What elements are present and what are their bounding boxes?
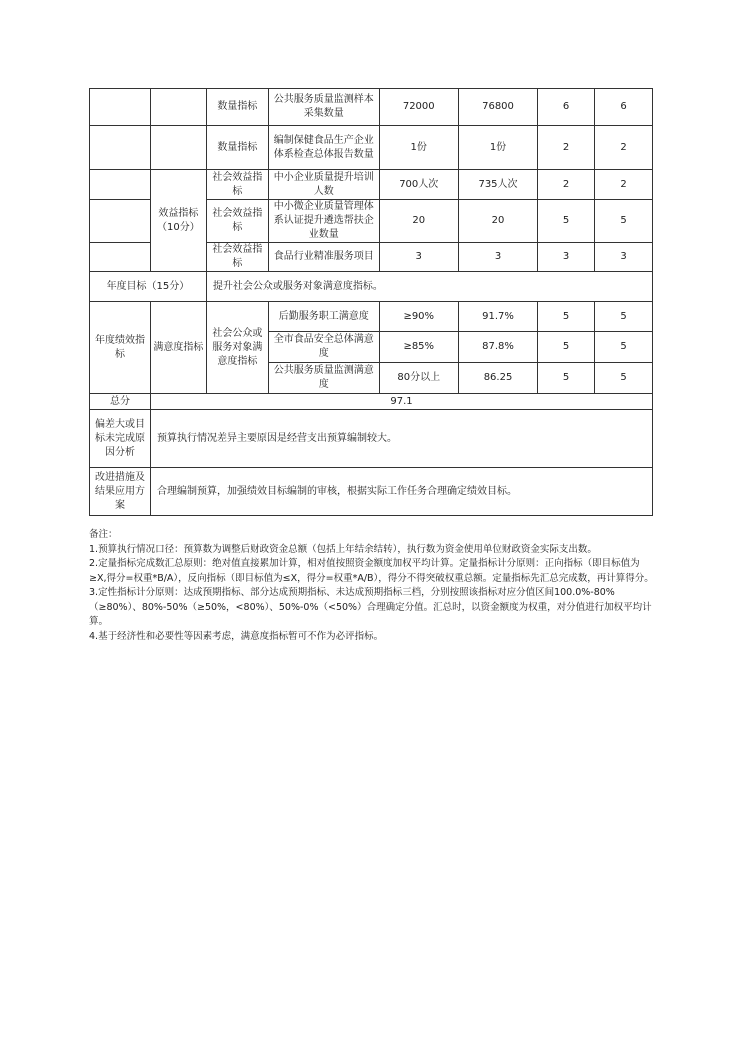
second-level-indicator: 数量指标 (206, 126, 268, 170)
target-value: ≥90% (379, 302, 458, 332)
actual-value: 735人次 (458, 170, 537, 200)
target-value: 700人次 (379, 170, 458, 200)
target-value: 3 (379, 243, 458, 272)
weight-value: 5 (538, 200, 595, 243)
second-level-indicator: 社会公众或服务对象满意度指标 (206, 302, 268, 394)
note-item: 1.预算执行情况口径：预算数为调整后财政资金总额（包括上年结余结转），执行数为资金使用单位财政资金实际支出数。 (89, 543, 597, 555)
target-value: 1份 (379, 126, 458, 170)
deviation-text: 预算执行情况差异主要原因是经营支出预算编制较大。 (150, 410, 652, 468)
weight-value: 5 (538, 332, 595, 363)
score-value: 5 (595, 332, 653, 363)
actual-value: 86.25 (458, 363, 537, 394)
annual-indicator-category: 年度绩效指标 (90, 302, 151, 394)
first-level-cell (150, 89, 206, 126)
total-row (90, 394, 653, 410)
total-label: 总分 (90, 394, 151, 410)
score-value: 3 (595, 243, 653, 272)
second-level-indicator: 社会效益指标 (206, 200, 268, 243)
score-value: 5 (595, 200, 653, 243)
third-level-indicator: 食品行业精准服务项目 (268, 243, 379, 272)
deviation-row (90, 410, 653, 468)
third-level-indicator: 公共服务质量监测样本采集数量 (268, 89, 379, 126)
first-level-indicator: 效益指标（10分） (150, 170, 206, 272)
third-level-indicator: 编制保健食品生产企业体系检查总体报告数量 (268, 126, 379, 170)
third-level-indicator: 中小企业质量提升培训人数 (268, 170, 379, 200)
third-level-indicator: 公共服务质量监测满意度 (268, 363, 379, 394)
actual-value: 76800 (458, 89, 537, 126)
target-value: ≥85% (379, 332, 458, 363)
category-cell (90, 89, 151, 126)
table-row (90, 302, 653, 332)
annual-goal-label: 年度目标（15分） (90, 272, 207, 302)
improvement-text: 合理编制预算，加强绩效目标编制的审核，根据实际工作任务合理确定绩效目标。 (150, 468, 652, 516)
category-cell (90, 243, 151, 272)
weight-value: 5 (538, 363, 595, 394)
notes-section (89, 528, 655, 644)
actual-value: 87.8% (458, 332, 537, 363)
weight-value: 5 (538, 302, 595, 332)
category-cell (90, 170, 151, 200)
target-value: 80分以上 (379, 363, 458, 394)
performance-table (89, 88, 653, 516)
second-level-indicator: 数量指标 (206, 89, 268, 126)
third-level-indicator: 中小微企业质量管理体系认证提升遴选帮扶企业数量 (268, 200, 379, 243)
weight-value: 2 (538, 170, 595, 200)
actual-value: 91.7% (458, 302, 537, 332)
improvement-label: 改进措施及结果应用方案 (90, 468, 151, 516)
second-level-indicator: 社会效益指标 (206, 243, 268, 272)
actual-value: 20 (458, 200, 537, 243)
score-value: 6 (595, 89, 653, 126)
table-row (90, 89, 653, 126)
improvement-row (90, 468, 653, 516)
score-value: 5 (595, 302, 653, 332)
score-value: 2 (595, 170, 653, 200)
actual-value: 3 (458, 243, 537, 272)
annual-goal-row (90, 272, 653, 302)
category-cell (90, 200, 151, 243)
table-row (90, 126, 653, 170)
score-value: 5 (595, 363, 653, 394)
score-value: 2 (595, 126, 653, 170)
third-level-indicator: 全市食品安全总体满意度 (268, 332, 379, 363)
third-level-indicator: 后勤服务职工满意度 (268, 302, 379, 332)
category-cell (90, 126, 151, 170)
weight-value: 3 (538, 243, 595, 272)
annual-goal-text: 提升社会公众或服务对象满意度指标。 (206, 272, 652, 302)
first-level-cell (150, 126, 206, 170)
second-level-indicator: 社会效益指标 (206, 170, 268, 200)
first-level-indicator: 满意度指标 (150, 302, 206, 394)
actual-value: 1份 (458, 126, 537, 170)
note-item: 3.定性指标计分原则：达成预期指标、部分达成预期指标、未达成预期指标三档，分别按照该指标对应分值区间100.0%-80%（≥80%）、80%-50%（≥50%，<80%）、50%-0%（<50%）合理确定分值。汇总时，以资金额度为权重，对分值进行加权平均计算。 (89, 587, 652, 627)
note-item: 4.基于经济性和必要性等因素考虑，满意度指标暂可不作为必评指标。 (89, 630, 384, 642)
notes-title: 备注： (89, 529, 118, 540)
target-value: 72000 (379, 89, 458, 126)
weight-value: 6 (538, 89, 595, 126)
table-row (90, 170, 653, 200)
total-value: 97.1 (150, 394, 652, 410)
deviation-label: 偏差大或目标未完成原因分析 (90, 410, 151, 468)
target-value: 20 (379, 200, 458, 243)
weight-value: 2 (538, 126, 595, 170)
note-item: 2.定量指标完成数汇总原则：绝对值直接累加计算，相对值按照资金额度加权平均计算。定量指标计分原则：正向指标（即目标值为≥X,得分=权重*B/A），反向指标（即目标值为≤X，得分=权重*A/B），得分不得突破权重总额。定量指标先汇总完成数，再计算得分。 (89, 558, 654, 584)
